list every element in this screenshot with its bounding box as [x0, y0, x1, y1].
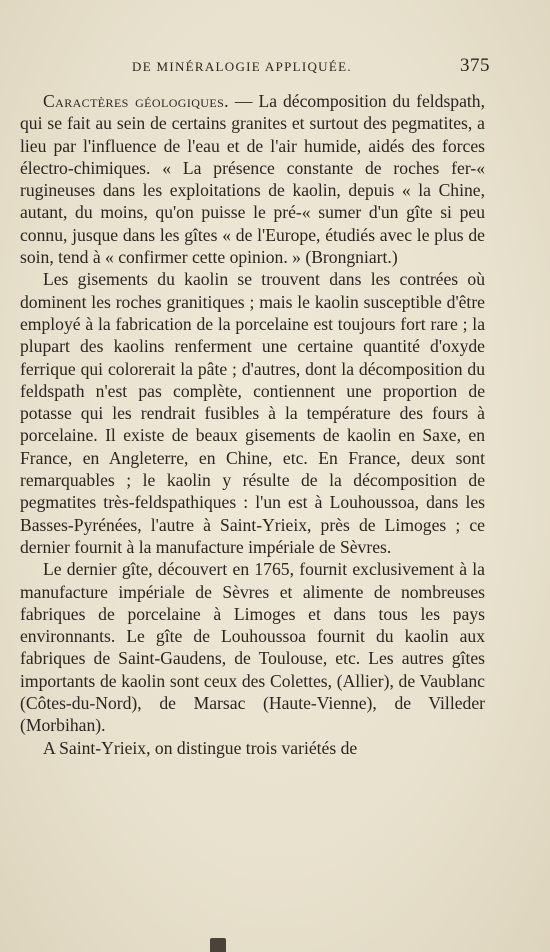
page-edge-mark	[210, 938, 226, 952]
paragraph-text: — La décomposition du feldspath, qui se fait au sein de certains granites et surtout des pegmatites, a lieu par l'influence de l'eau et de l'air humide, aidés des forces électro-chimiques. « La présence constante de roches fer-« rugineuses dans les exploitations de kaolin, depuis « la Chine, autant, du moins, qu'on puisse le pré-« sumer d'un gîte si peu connu, jusque dans les gîtes « de l'Europe, étudiés avec le plus de soin, tend à « confirmer cette opinion. » (Brongniart.)	[20, 91, 485, 268]
body-text	[20, 90, 485, 759]
running-title: DE MINÉRALOGIE APPLIQUÉE.	[132, 59, 352, 74]
paragraph-geological-characters	[20, 90, 485, 268]
page-number: 375	[460, 55, 490, 76]
paragraph-last-deposit: Le dernier gîte, découvert en 1765, fournit exclusivement à la manufacture impériale de Sèvres et alimente de nombreuses fabriques de porcelaine à Limoges et dans tous les pays environnants. Le gîte de Louhoussoa fournit du kaolin aux fabriques de Saint-Gaudens, de Toulouse, etc. Les autres gîtes importants de kaolin sont ceux des Colettes, (Allier), de Vaublanc (Côtes-du-Nord), de Marsac (Haute-Vienne), de Villeder (Morbihan).	[20, 559, 485, 736]
paragraph-kaolin-deposits: Les gisements du kaolin se trouvent dans les contrées où dominent les roches granitiques ; mais le kaolin susceptible d'être employé à la fabrication de la porcelaine est toujours fort rare ; la plupart des kaolins renferment une certaine quantité d'oxyde ferrique qui colorerait la pâte ; d'autres, dont la décomposition du feldspath n'est pas complète, contiennent une proportion de potasse qui les rendrait fusibles à la température des fours à porcelaine. Il existe de beaux gisements de kaolin en Saxe, en France, en Angleterre, en Chine, etc. En France, deux sont remarquables ; le kaolin y résulte de la décomposition de pegmatites très-feldspathiques : l'un est à Louhoussoa, dans les Basses-Pyrénées, l'autre à Saint-Yrieix, près de Limoges ; ce dernier fournit à la manufacture impériale de Sèvres.	[20, 269, 485, 557]
section-heading: Caractères géologiques.	[43, 91, 229, 111]
running-head	[20, 55, 490, 79]
paragraph-saint-yrieix: A Saint-Yrieix, on distingue trois variétés de	[43, 737, 358, 758]
